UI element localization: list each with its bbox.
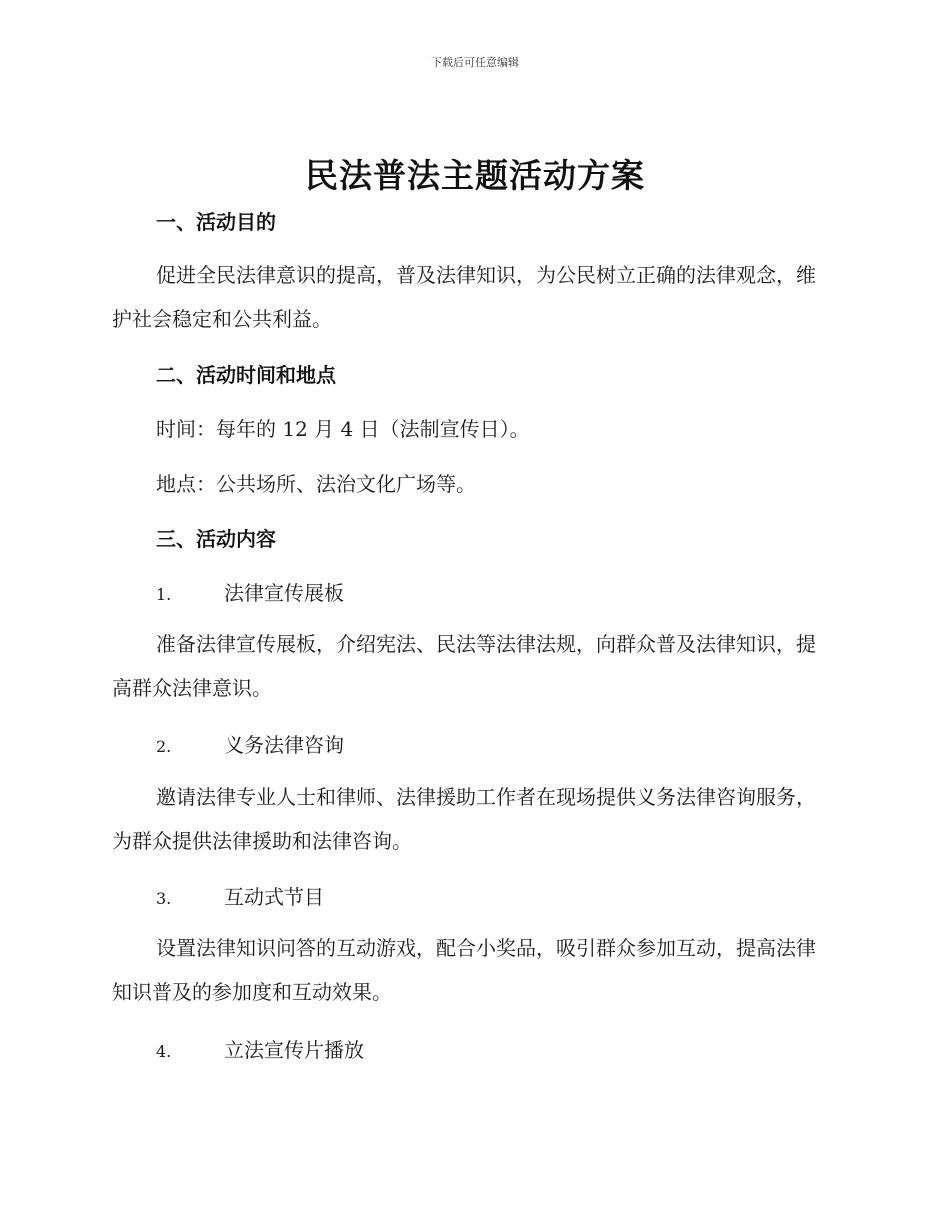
item-paragraph-2: 邀请法律专业人士和律师、法律援助工作者在现场提供义务法律咨询服务，为群众提供法律援助和法律咨询。: [112, 785, 816, 853]
list-item-2: [156, 729, 344, 758]
item-paragraph-3: 设置法律知识问答的互动游戏，配合小奖品，吸引群众参加互动，提高法律知识普及的参加度和互动效果。: [112, 936, 816, 1004]
section-heading-time-place: 二、活动时间和地点: [156, 363, 336, 387]
place-line: 地点：公共场所、法治文化广场等。: [156, 472, 476, 496]
section-heading-content: 三、活动内容: [156, 527, 276, 551]
page-title: 民法普法主题活动方案: [305, 156, 645, 195]
list-item-label: 立法宣传片播放: [224, 1038, 364, 1062]
header-note: 下载后可任意编辑: [431, 56, 519, 69]
list-item-3: [156, 881, 324, 910]
list-item-label: 互动式节目: [224, 885, 324, 909]
time-line: 时间：每年的 12 月 4 日（法制宣传日）。: [156, 417, 530, 441]
item-paragraph-1: 准备法律宣传展板，介绍宪法、民法等法律法规，向群众普及法律知识，提高群众法律意识。: [112, 632, 816, 700]
list-item-1: [156, 577, 344, 606]
list-item-label: 义务法律咨询: [224, 733, 344, 757]
list-item-number: 1.: [156, 585, 172, 604]
section-paragraph-purpose: 促进全民法律意识的提高，普及法律知识，为公民树立正确的法律观念，维护社会稳定和公共利益。: [112, 263, 816, 331]
list-item-number: 2.: [156, 737, 172, 756]
list-item-4: [156, 1034, 364, 1063]
list-item-number: 3.: [156, 889, 172, 908]
section-heading-purpose: 一、活动目的: [156, 210, 276, 234]
list-item-label: 法律宣传展板: [224, 581, 344, 605]
list-item-number: 4.: [156, 1042, 172, 1061]
